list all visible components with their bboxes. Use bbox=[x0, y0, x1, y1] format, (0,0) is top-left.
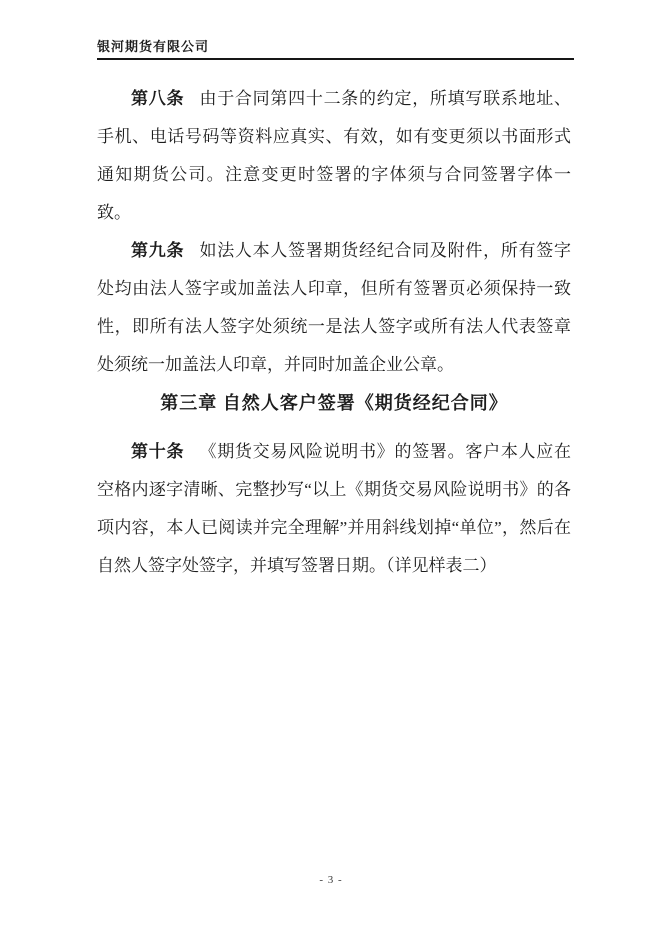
page-footer bbox=[0, 874, 662, 886]
article-8-paragraph bbox=[97, 80, 571, 232]
company-name: 银河期货有限公司 bbox=[97, 39, 210, 54]
article-10-text: 《期货交易风险说明书》的签署。客户本人应在空格内逐字清晰、完整抄写“以上《期货交易风险说明书》的各项内容，本人已阅读并完全理解”并用斜线划掉“单位”，然后在自然人签字处签字，并填写签署日期。（详见样表二） bbox=[97, 442, 572, 575]
chapter-3-heading: 第三章 自然人客户签署《期货经纪合同》 bbox=[160, 393, 508, 413]
article-9-paragraph bbox=[97, 232, 571, 384]
article-10-label: 第十条 bbox=[131, 442, 185, 461]
page-number: - 3 - bbox=[319, 874, 343, 886]
article-9-label: 第九条 bbox=[131, 241, 185, 260]
article-8-label: 第八条 bbox=[131, 89, 185, 108]
page-header bbox=[97, 36, 574, 60]
article-9-text: 如法人本人签署期货经纪合同及附件，所有签字处均由法人签字或加盖法人印章，但所有签署页必须保持一致性，即所有法人签字处须统一是法人签字或所有法人代表签章处须统一加盖法人印章，并同时加盖企业公章。 bbox=[97, 241, 572, 374]
article-10-paragraph bbox=[97, 433, 571, 585]
article-8-text: 由于合同第四十二条的约定，所填写联系地址、手机、电话号码等资料应真实、有效，如有变更须以书面形式通知期货公司。注意变更时签署的字体须与合同签署字体一致。 bbox=[97, 89, 572, 222]
document-body bbox=[97, 80, 571, 585]
header-rule bbox=[97, 58, 574, 60]
